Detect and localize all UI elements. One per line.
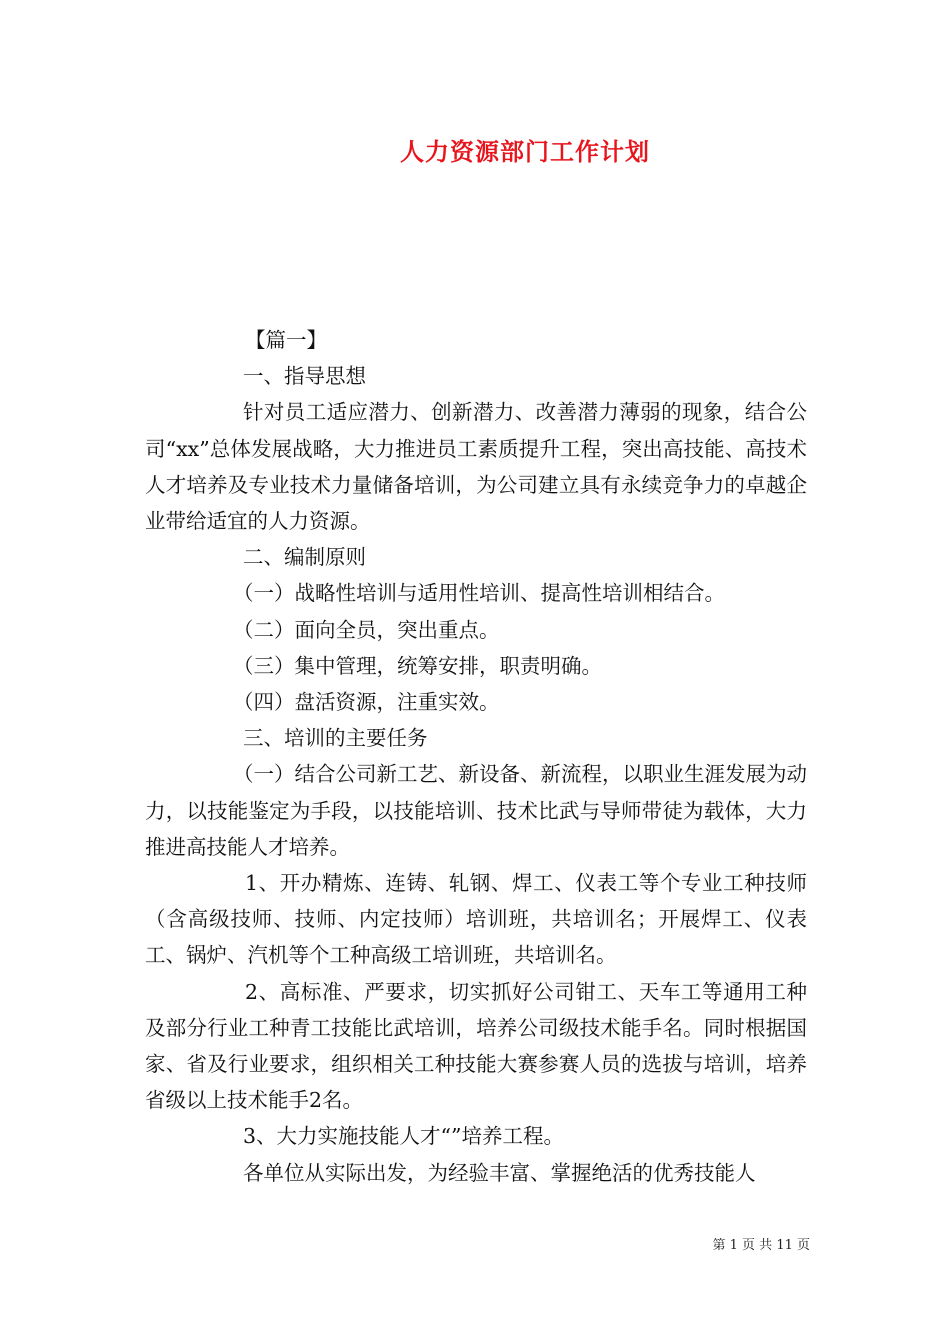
list-item: （一）战略性培训与适用性培训、提高性培训相结合。 [233, 581, 725, 606]
section-tag: 【篇一】 [245, 328, 327, 352]
paragraph: （一）结合公司新工艺、新设备、新流程，以职业生涯发展为动力，以技能鉴定为手段，以技能培训、技术比武与导师带徒为载体，大力推进高技能人才培养。 [145, 762, 807, 859]
page-number: 第 1 页 共 11 页 [712, 1238, 810, 1253]
heading-principles: 二、编制原则 [243, 545, 366, 570]
document-title: 人力资源部门工作计划 [400, 137, 650, 166]
paragraph: 各单位从实际出发，为经验丰富、掌握绝活的优秀技能人 [243, 1160, 756, 1185]
heading-guiding-thought: 一、指导思想 [243, 364, 366, 389]
numbered-item: 1、开办精炼、连铸、轧钢、焊工、仪表工等个专业工种技师（含高级技师、技师、内定技师）培训班，共培训名；开展焊工、仪表工、锅炉、汽机等个工种高级工培训班，共培训名。 [145, 871, 807, 968]
heading-main-tasks: 三、培训的主要任务 [243, 726, 428, 751]
document-body [145, 322, 807, 1191]
paragraph: 针对员工适应潜力、创新潜力、改善潜力薄弱的现象，结合公司“xx”总体发展战略，大力推进员工素质提升工程，突出高技能、高技术人才培养及专业技术力量储备培训，为公司建立具有永续竞争力的卓越企业带给适宜的人力资源。 [145, 400, 807, 534]
list-item: （二）面向全员，突出重点。 [233, 617, 500, 642]
numbered-item: 2、高标准、严要求，切实抓好公司钳工、天车工等通用工种及部分行业工种青工技能比武培训，培养公司级技术能手名。同时根据国家、省及行业要求，组织相关工种技能大赛参赛人员的选拔与培训，培养省级以上技术能手2名。 [145, 979, 807, 1113]
list-item: （四）盘活资源，注重实效。 [233, 690, 500, 715]
numbered-item: 3、大力实施技能人才“”培养工程。 [243, 1124, 565, 1149]
list-item: （三）集中管理，统筹安排，职责明确。 [233, 653, 602, 678]
